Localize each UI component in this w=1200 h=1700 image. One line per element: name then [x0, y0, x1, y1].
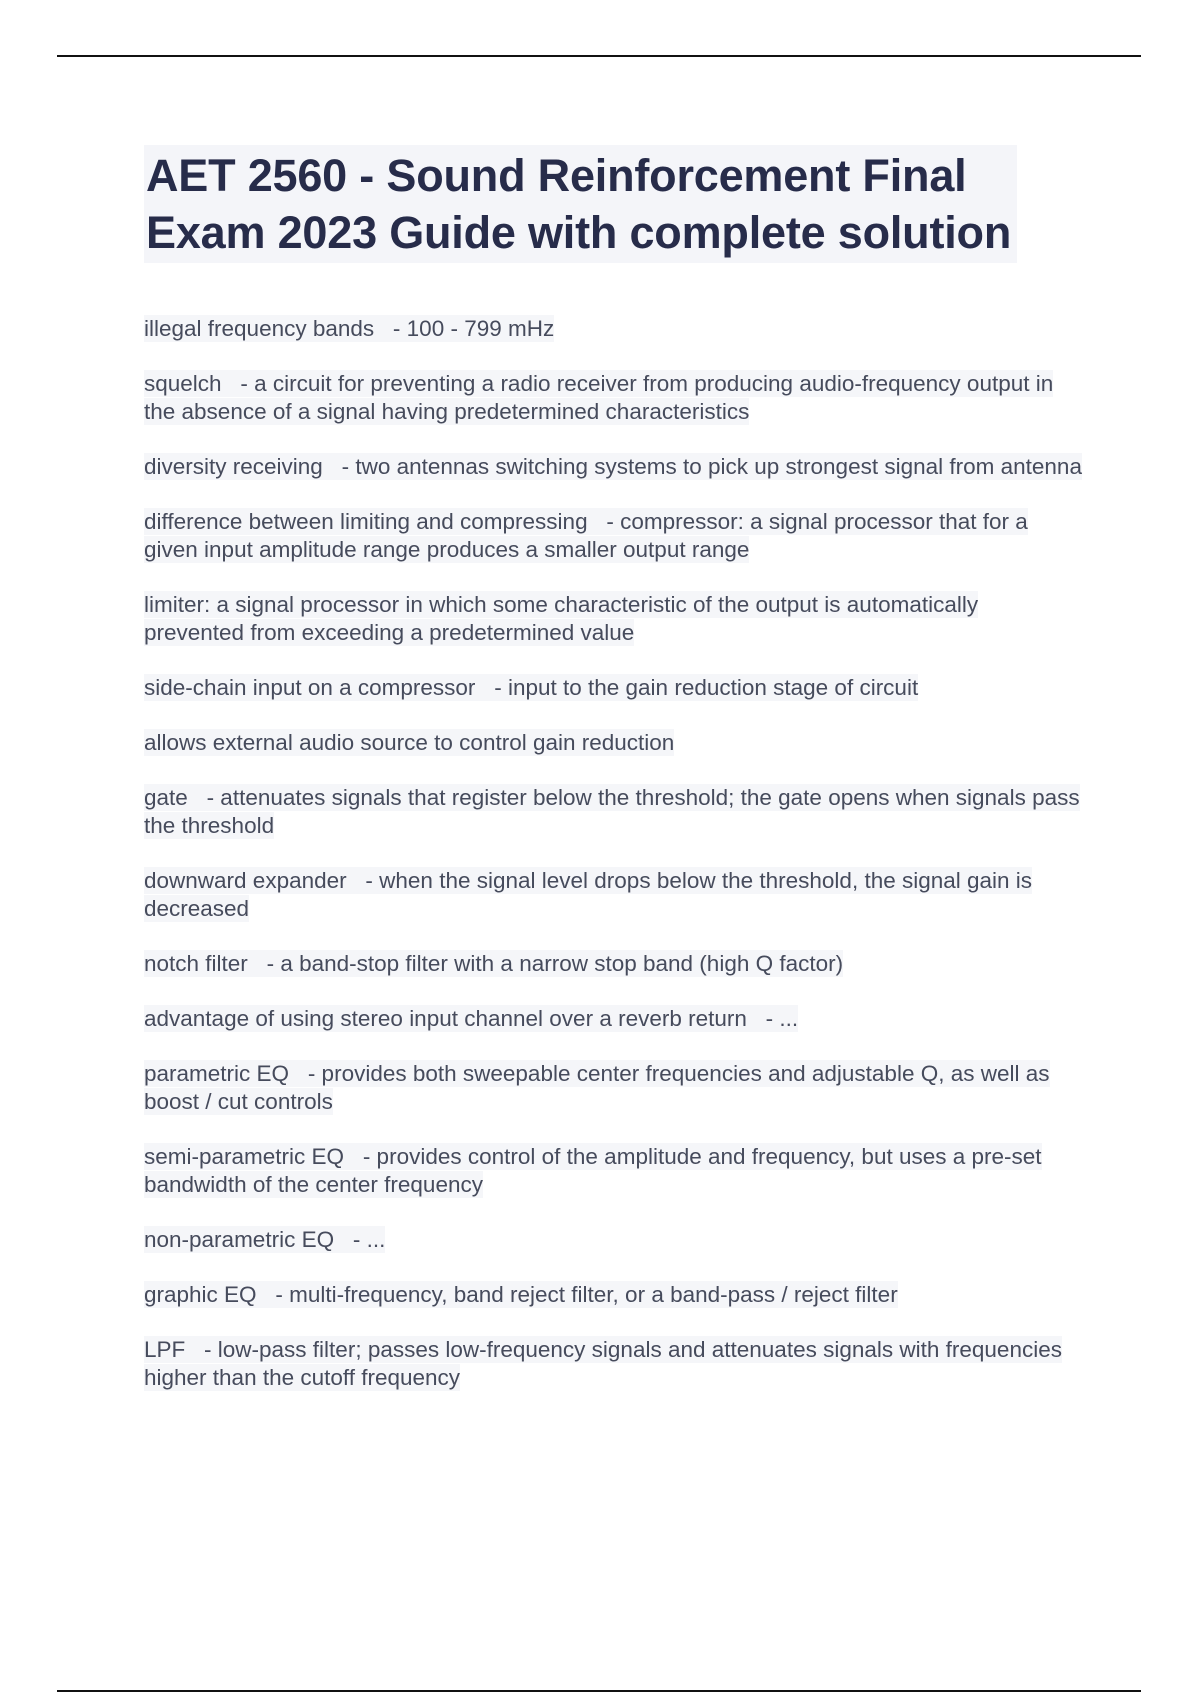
- entry-highlight: [144, 370, 1053, 425]
- entry-term: downward expander: [144, 868, 347, 893]
- entry-term: LPF: [144, 1337, 186, 1362]
- title-line: AET 2560 - Sound Reinforcement Final: [146, 150, 967, 201]
- entry-definition: - low-pass filter; passes low-frequency signals and attenuates signals with frequencies higher than the cutoff frequency: [144, 1337, 1062, 1390]
- list-item: [144, 453, 1084, 481]
- list-item: [144, 1005, 1084, 1033]
- list-item: [144, 591, 1084, 647]
- entry-definition: allows external audio source to control gain reduction: [144, 730, 675, 755]
- term-separator: [188, 785, 207, 810]
- top-rule: [57, 55, 1141, 57]
- entry-definition: - when the signal level drops below the threshold, the signal gain is decreased: [144, 868, 1033, 921]
- entry-highlight: [144, 1143, 1042, 1198]
- list-item: [144, 508, 1084, 564]
- entry-term: non-parametric EQ: [144, 1227, 335, 1252]
- term-separator: [347, 868, 366, 893]
- entry-definition: - provides both sweepable center frequencies and adjustable Q, as well as boost / cut controls: [144, 1061, 1050, 1114]
- list-item: [144, 674, 1084, 702]
- list-item: [144, 370, 1084, 426]
- list-item: [144, 315, 1084, 343]
- term-separator: [374, 316, 393, 341]
- term-separator: [222, 371, 241, 396]
- entry-highlight: [144, 1281, 898, 1308]
- entry-definition: - ...: [765, 1006, 799, 1031]
- entry-definition: - two antennas switching systems to pick up strongest signal from antenna: [341, 454, 1082, 479]
- entry-definition: - ...: [352, 1227, 386, 1252]
- entry-highlight: [144, 784, 1080, 839]
- entry-term: graphic EQ: [144, 1282, 257, 1307]
- entry-term: notch filter: [144, 951, 248, 976]
- entry-definition: - a circuit for preventing a radio receiver from producing audio-frequency output in the absence of a signal having predetermined characteristics: [144, 371, 1054, 424]
- entry-highlight: [144, 950, 843, 977]
- entry-definition: - input to the gain reduction stage of circuit: [494, 675, 919, 700]
- entry-definition: - compressor: a signal processor that for a given input amplitude range produces a smaller output range: [144, 509, 1028, 562]
- entry-definition: - 100 - 799 mHz: [392, 316, 555, 341]
- title-line: Exam 2023 Guide with complete solution: [146, 207, 1012, 258]
- list-item: [144, 784, 1084, 840]
- list-item: [144, 729, 1084, 757]
- entry-highlight: [144, 1005, 798, 1032]
- term-separator: [334, 1227, 353, 1252]
- entry-definition: - provides control of the amplitude and frequency, but uses a pre-set bandwidth of the center frequency: [144, 1144, 1042, 1197]
- entry-definition: - attenuates signals that register below the threshold; the gate opens when signals pass the threshold: [144, 785, 1080, 838]
- entry-highlight: [144, 729, 674, 756]
- list-item: [144, 867, 1084, 923]
- term-separator: [185, 1337, 204, 1362]
- term-separator: [747, 1006, 766, 1031]
- entry-highlight: [144, 508, 1028, 563]
- entry-highlight: [144, 1060, 1050, 1115]
- entry-highlight: [144, 1336, 1062, 1391]
- entry-highlight: [144, 453, 1082, 480]
- list-item: [144, 1143, 1084, 1199]
- entry-highlight: [144, 1226, 385, 1253]
- list-item: [144, 1281, 1084, 1309]
- entry-term: diversity receiving: [144, 454, 323, 479]
- term-separator: [588, 509, 607, 534]
- entry-term: gate: [144, 785, 188, 810]
- entry-definition: - multi-frequency, band reject filter, or a band-pass / reject filter: [275, 1282, 898, 1307]
- entry-highlight: [144, 674, 918, 701]
- list-item: [144, 1226, 1084, 1254]
- entry-term: illegal frequency bands: [144, 316, 375, 341]
- entry-term: semi-parametric EQ: [144, 1144, 345, 1169]
- entry-term: side-chain input on a compressor: [144, 675, 476, 700]
- entry-highlight: [144, 315, 554, 342]
- entry-highlight: [144, 591, 978, 646]
- list-item: [144, 950, 1084, 978]
- entry-term: advantage of using stereo input channel over a reverb return: [144, 1006, 747, 1031]
- term-separator: [289, 1061, 308, 1086]
- term-separator: [344, 1144, 363, 1169]
- entry-term: difference between limiting and compressing: [144, 509, 588, 534]
- term-separator: [248, 951, 267, 976]
- entry-term: parametric EQ: [144, 1061, 290, 1086]
- document-body: [144, 145, 1084, 1419]
- term-separator: [475, 675, 494, 700]
- list-item: [144, 1060, 1084, 1116]
- entry-definition: limiter: a signal processor in which some characteristic of the output is automatically prevented from exceeding a predetermined value: [144, 592, 979, 645]
- term-separator: [323, 454, 342, 479]
- term-separator: [257, 1282, 276, 1307]
- document-title: [144, 145, 1017, 263]
- entry-definition: - a band-stop filter with a narrow stop band (high Q factor): [266, 951, 844, 976]
- entry-highlight: [144, 867, 1032, 922]
- entry-term: squelch: [144, 371, 222, 396]
- bottom-rule: [57, 1690, 1141, 1692]
- entry-list: [144, 315, 1084, 1392]
- list-item: [144, 1336, 1084, 1392]
